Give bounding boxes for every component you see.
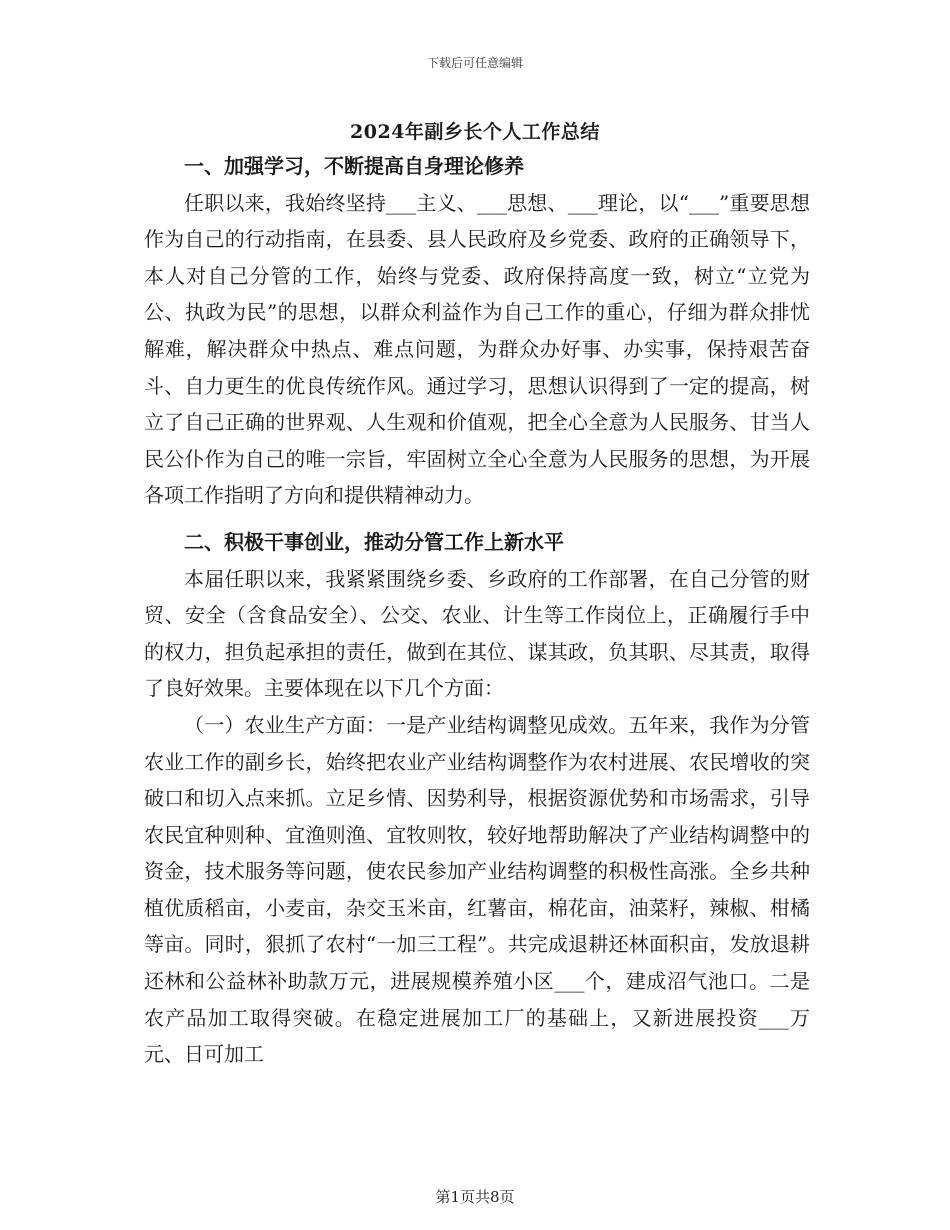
section-2-paragraph-1: 本届任职以来，我紧紧围绕乡委、乡政府的工作部署，在自己分管的财贸、安全（含食品安全）、公交、农业、计生等工作岗位上，正确履行手中的权力，担负起承担的责任，做到在其位、谋其政，负其职、尽其责，取得了良好效果。主要体现在以下几个方面： [144,566,810,701]
section-2-heading: 二、积极干事创业，推动分管工作上新水平 [184,529,564,554]
page-footer-number: 第1页共8页 [435,1188,515,1206]
page-header-note: 下载后可任意编辑 [426,56,523,70]
document-title: 2024年副乡长个人工作总结 [350,121,600,143]
section-1-heading: 一、加强学习，不断提高自身理论修养 [184,154,524,178]
document-body [144,148,810,1073]
section-1-paragraph: 任职以来，我始终坚持___主义、___思想、___理论，以“___”重要思想作为自己的行动指南，在县委、县人民政府及乡党委、政府的正确领导下，本人对自己分管的工作，始终与党委、政府保持高度一致，树立“立党为公、执政为民”的思想，以群众利益作为自己工作的重心，仔细为群众排忧解难，解决群众中热点、难点问题，为群众办好事、办实事，保持艰苦奋斗、自力更生的优良传统作风。通过学习，思想认识得到了一定的提高，树立了自己正确的世界观、人生观和价值观，把全心全意为人民服务、甘当人民公仆作为自己的唯一宗旨，牢固树立全心全意为人民服务的思想，为开展各项工作指明了方向和提供精神动力。 [144,190,810,508]
section-2-paragraph-2: （一）农业生产方面：一是产业结构调整见成效。五年来，我作为分管农业工作的副乡长，始终把农业产业结构调整作为农村进展、农民增收的突破口和切入点来抓。立足乡情、因势利导，根据资源优势和市场需求，引导农民宜种则种、宜渔则渔、宜牧则牧，较好地帮助解决了产业结构调整中的资金，技术服务等问题，使农民参加产业结构调整的积极性高涨。全乡共种植优质稻亩，小麦亩，杂交玉米亩，红薯亩，棉花亩，油菜籽，辣椒、柑橘等亩。同时，狠抓了农村“一加三工程”。共完成退耕还林面积亩，发放退耕还林和公益林补助款万元，进展规模养殖小区___个，建成沼气池口。二是农产品加工取得突破。在稳定进展加工厂的基础上，又新进展投资___万元、日可加工 [144,712,810,1067]
